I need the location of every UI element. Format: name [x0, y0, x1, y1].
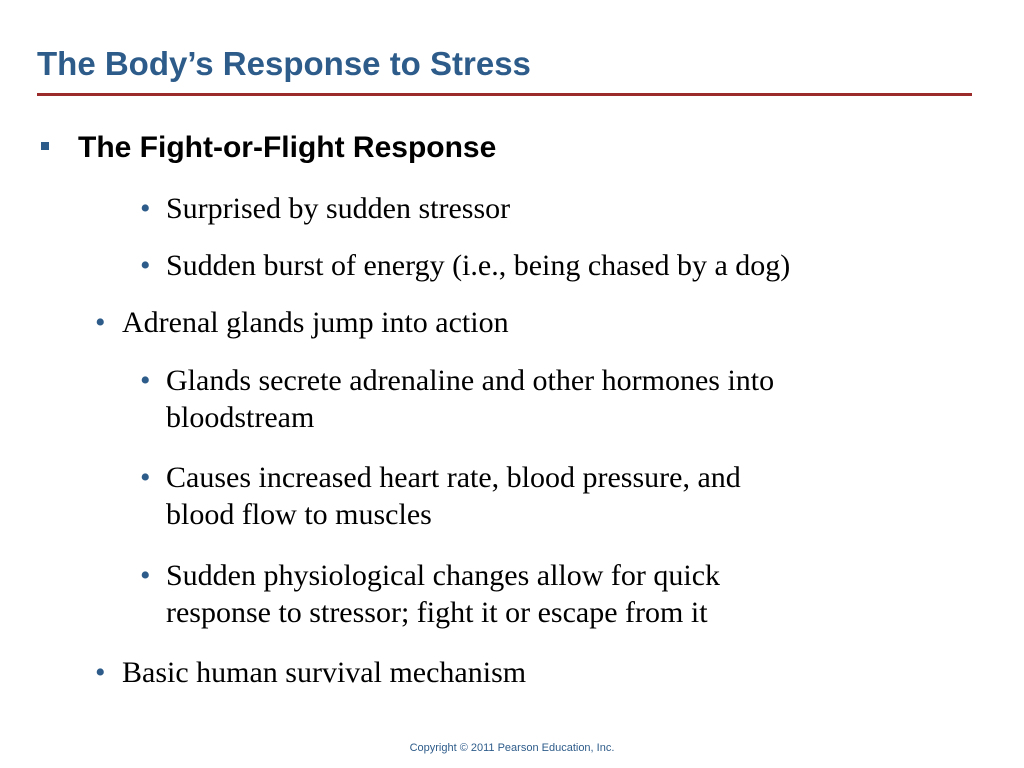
bullet-item-survival-mechanism — [95, 654, 962, 691]
bullet-text-line: bloodstream — [166, 401, 315, 434]
slide-title: The Body’s Response to Stress — [37, 45, 531, 82]
bullet-text-line: response to stressor; fight it or escape from it — [166, 596, 708, 629]
bullet-text-line: Sudden burst of energy (i.e., being chased by a dog) — [166, 249, 791, 282]
bullet-dot-icon: • — [140, 364, 151, 397]
square-bullet-icon — [41, 142, 49, 150]
bullet-dot-icon: • — [95, 306, 106, 339]
bullet-item-heart-rate — [140, 459, 966, 533]
bullet-text-line: Causes increased heart rate, blood pressure, and — [166, 461, 741, 494]
bullet-dot-icon: • — [140, 249, 151, 282]
section-heading: The Fight-or-Flight Response — [78, 131, 497, 164]
bullet-dot-icon: • — [140, 461, 151, 494]
bullet-item-adrenaline — [140, 362, 966, 436]
bullet-text-line: blood flow to muscles — [166, 498, 432, 531]
bullet-text-line: Adrenal glands jump into action — [122, 306, 509, 339]
bullet-item-energy-burst — [140, 247, 966, 284]
bullet-dot-icon: • — [140, 192, 151, 225]
bullet-text-line: Basic human survival mechanism — [122, 656, 527, 689]
title-divider — [37, 93, 972, 96]
bullet-text-line: Surprised by sudden stressor — [166, 192, 511, 225]
bullet-dot-icon: • — [140, 559, 151, 592]
bullet-item-physiological-changes — [140, 557, 966, 631]
bullet-item-adrenal-glands — [95, 304, 962, 341]
bullet-dot-icon: • — [95, 656, 106, 689]
bullet-text-line: Glands secrete adrenaline and other hormones into — [166, 364, 775, 397]
bullet-item-surprised — [140, 190, 966, 227]
copyright-footer: Copyright © 2011 Pearson Education, Inc. — [409, 742, 615, 754]
bullet-text-line: Sudden physiological changes allow for quick — [166, 559, 721, 592]
